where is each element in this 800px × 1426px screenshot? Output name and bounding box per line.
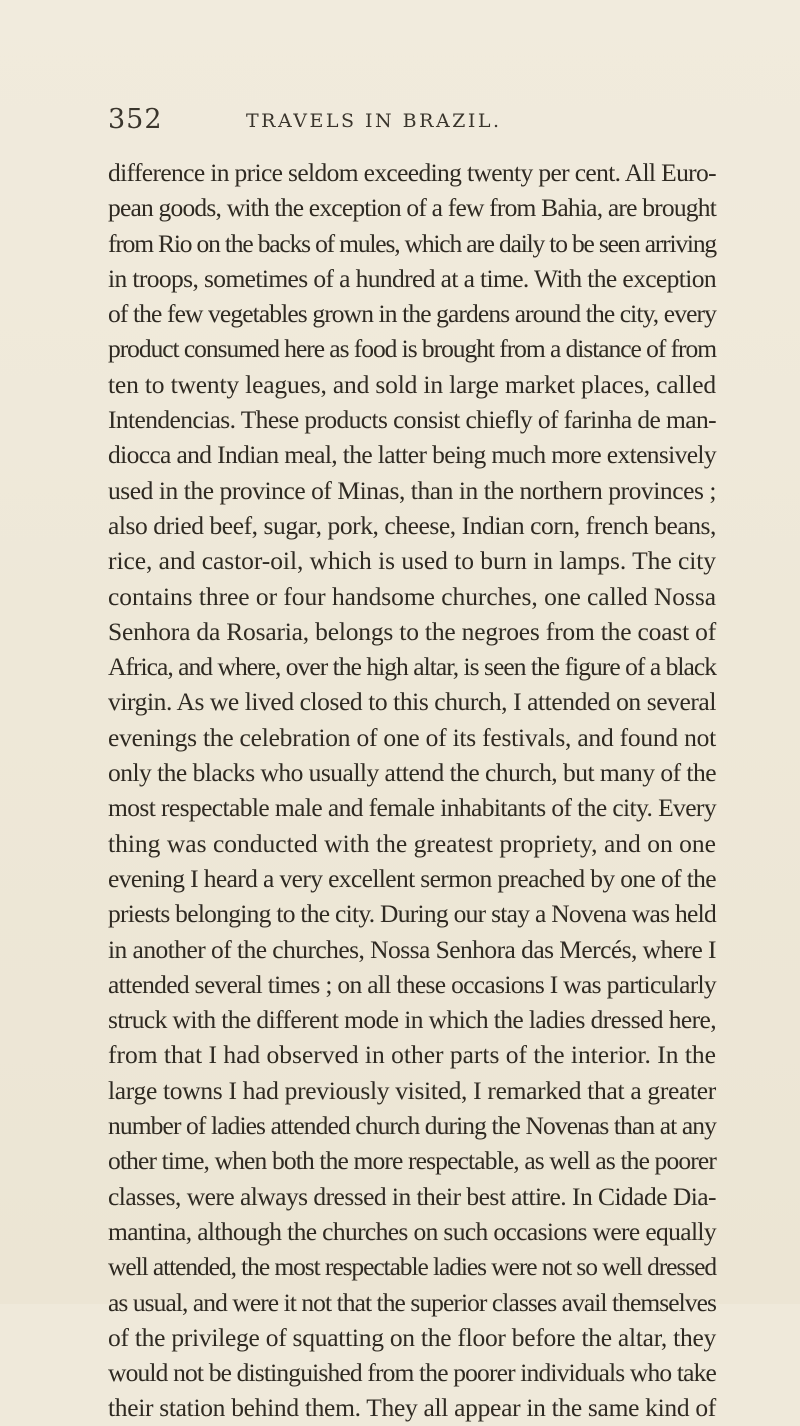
text-line: in troops, sometimes of a hundred at a time. With the exception	[108, 263, 716, 293]
text-line: pean goods, with the exception of a few from Bahia, are brought	[108, 193, 716, 223]
text-line: used in the province of Minas, than in the northern provinces ;	[108, 475, 716, 505]
page-number: 352	[108, 104, 163, 135]
text-line: difference in price seldom exceeding twenty per cent. All Euro-	[108, 158, 716, 187]
text-line: number of ladies attended church during the Novenas than at any	[108, 1111, 716, 1141]
text-line: rice, and castor-oil, which is used to burn in lamps. The city	[108, 546, 716, 576]
text-line: from that I had observed in other parts of the interior. In the	[108, 1040, 716, 1070]
text-line: well attended, the most respectable ladies were not so well dressed	[108, 1252, 716, 1282]
text-line: ten to twenty leagues, and sold in large market places, called	[108, 369, 716, 399]
text-line: most respectable male and female inhabitants of the city. Every	[108, 793, 716, 823]
text-line: only the blacks who usually attend the church, but many of the	[108, 758, 716, 788]
text-line: diocca and Indian meal, the latter being much more extensively	[108, 440, 716, 470]
text-line: attended several times ; on all these occasions I was particularly	[108, 969, 716, 999]
text-line: as usual, and were it not that the superior classes avail themselves	[108, 1287, 716, 1317]
text-line: of the few vegetables grown in the gardens around the city, every	[108, 299, 716, 329]
text-line: also dried beef, sugar, pork, cheese, Indian corn, french beans,	[108, 510, 716, 540]
text-line: priests belonging to the city. During our stay a Novena was held	[108, 899, 716, 929]
text-line: large towns I had previously visited, I remarked that a greater	[108, 1075, 716, 1105]
text-line: of the privilege of squatting on the floor before the altar, they	[108, 1322, 716, 1352]
text-line: classes, were always dressed in their best attire. In Cidade Dia-	[108, 1181, 716, 1211]
running-head: TRAVELS IN BRAZIL.	[246, 110, 502, 132]
text-line: contains three or four handsome churches, one called Nossa	[108, 581, 716, 611]
text-line: mantina, although the churches on such occasions were equally	[108, 1216, 716, 1246]
text-line: other time, when both the more respectable, as well as the poorer	[108, 1146, 716, 1176]
text-line: in another of the churches, Nossa Senhora das Mercés, where I	[108, 934, 716, 964]
text-line: struck with the different mode in which the ladies dressed here,	[108, 1005, 716, 1035]
text-line: would not be distinguished from the poorer individuals who take	[108, 1358, 716, 1388]
text-line: Intendencias. These products consist chiefly of farinha de man-	[108, 405, 716, 435]
body-text	[108, 155, 716, 1426]
page-header	[108, 104, 714, 140]
text-line: their station behind them. They all appear in the same kind of	[108, 1393, 716, 1423]
text-line: thing was conducted with the greatest propriety, and on one	[108, 828, 716, 858]
text-line: evening I heard a very excellent sermon preached by one of the	[108, 863, 716, 893]
text-line: Senhora da Rosaria, belongs to the negroes from the coast of	[108, 616, 716, 646]
text-line: from Rio on the backs of mules, which are daily to be seen arriving	[108, 228, 716, 258]
text-line: evenings the celebration of one of its festivals, and found not	[108, 722, 716, 752]
text-line: product consumed here as food is brought from a distance of from	[108, 334, 716, 364]
text-line: Africa, and where, over the high altar, is seen the figure of a black	[108, 652, 716, 682]
text-line: virgin. As we lived closed to this church, I attended on several	[108, 687, 716, 717]
